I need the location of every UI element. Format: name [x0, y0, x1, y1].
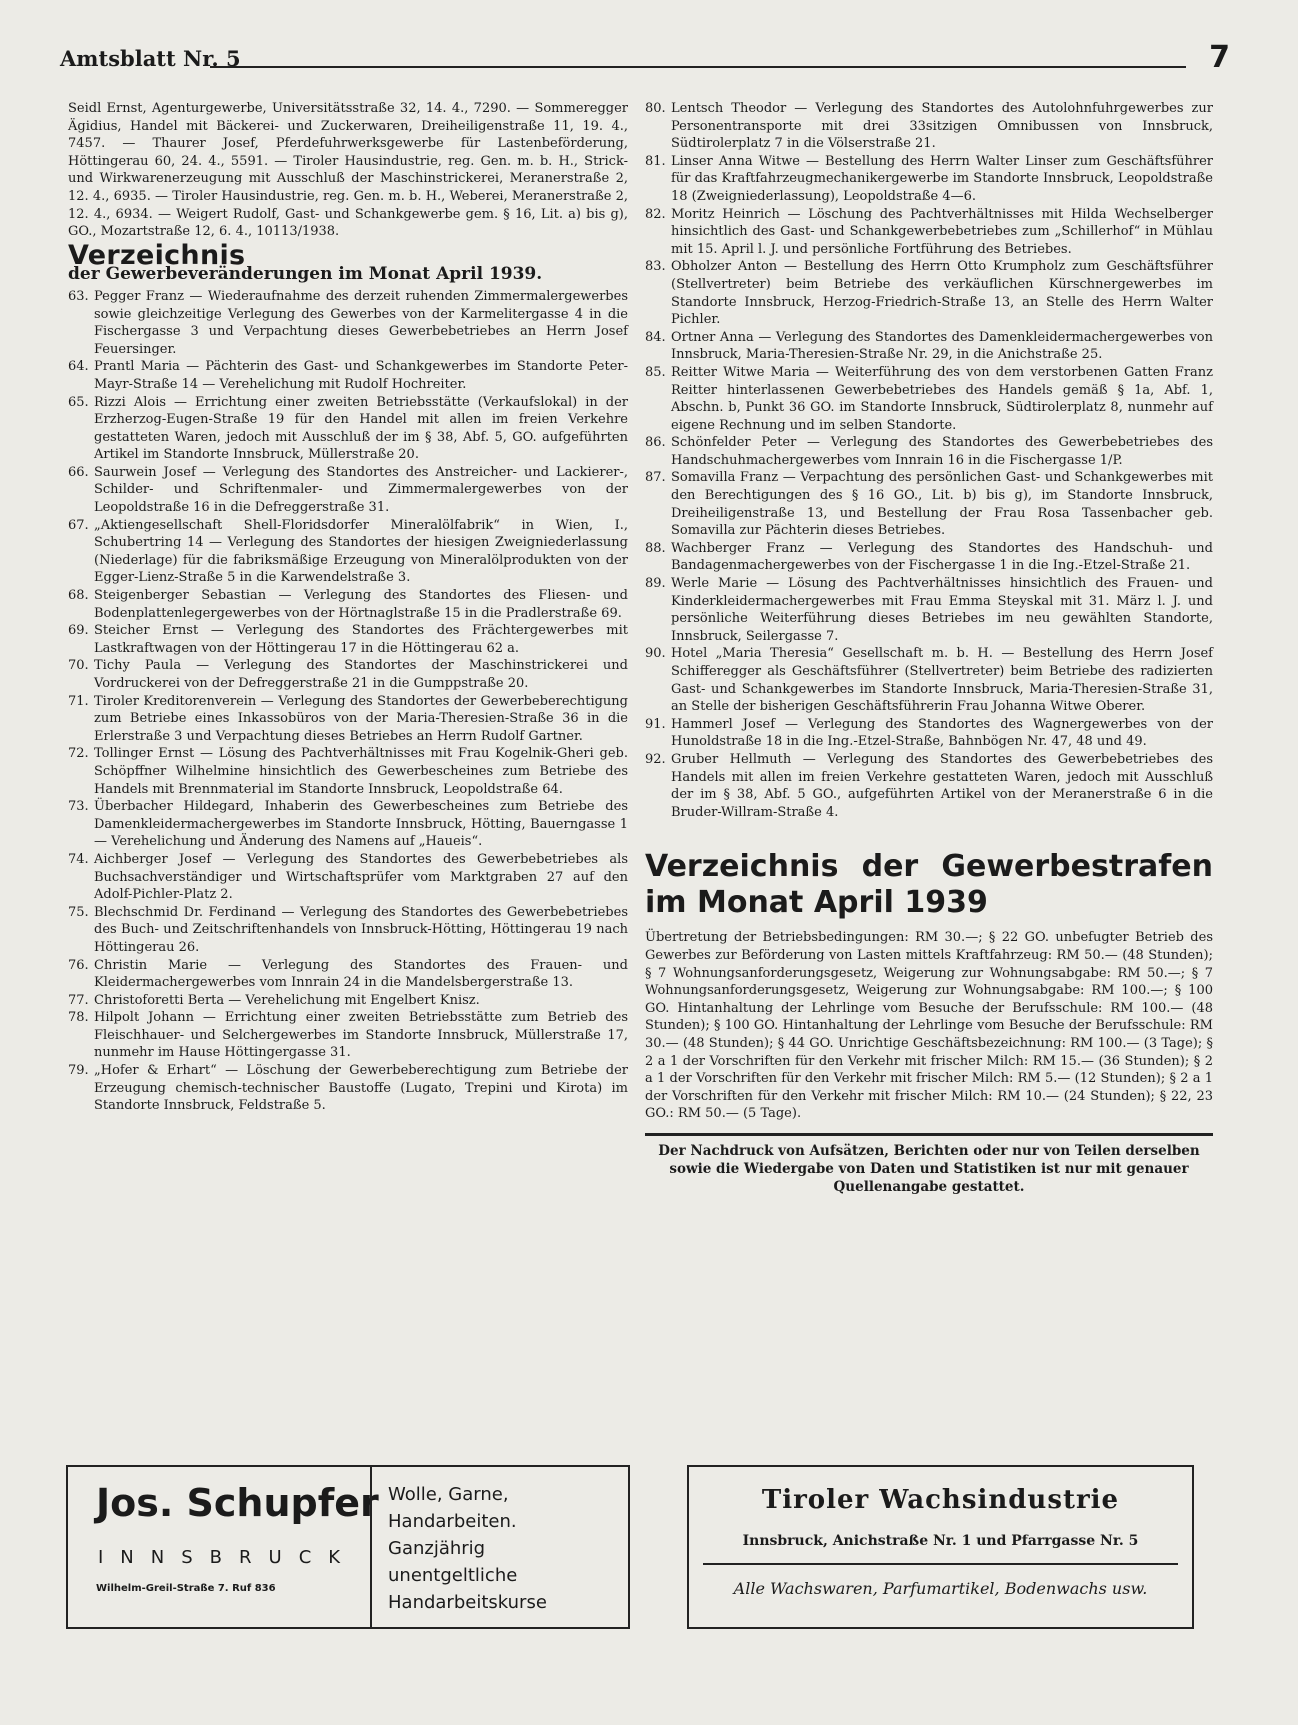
entry-text: Linser Anna Witwe — Bestellung des Herrn Walter Linser zum Geschäftsführer für das Kraftfahrzeugmechanikergewerbe im Standorte Innsbruck, Leopoldstraße 18 (Zweigniederlassung), Leopoldstraße 4—6.	[671, 153, 1213, 204]
entry-text: Tollinger Ernst — Lösung des Pachtverhältnisses mit Frau Kogelnik-Gheri geb. Schöpffner Wilhelmine hinsichtlich des Gewerbescheines zum Betriebe des Handels mit Brennmaterial im Standorte Innsbruck, Leopoldstraße 64.	[94, 746, 628, 797]
entry-number: 69.	[68, 623, 89, 639]
entry-text: Tiroler Kreditorenverein — Verlegung des Standortes der Gewerbeberechtigung zum Betriebe eines Inkassobüros von der Maria-Theresien-Straße 36 in die Erlerstraße 3 und Verpachtung dieses Betriebes an Herrn Rudolf Gartner.	[94, 693, 628, 744]
list-item	[68, 358, 628, 393]
entry-number: 82.	[645, 206, 666, 222]
entry-text: „Aktiengesellschaft Shell-Floridsdorfer Mineralölfabrik“ in Wien, I., Schubertring 14 — Verlegung des Standortes der hiesigen Zweigniederlassung (Niederlage) für die fabriksmäßige Erzeugung von Mineralölprodukten von der Egger-Lienz-Straße 5 in die Karwendelstraße 3.	[94, 517, 628, 586]
entry-number: 68.	[68, 588, 89, 604]
entry-text: Prantl Maria — Pächterin des Gast- und Schankgewerbes im Standorte Peter-Mayr-Straße 14 — Verehelichung mit Rudolf Hochreiter.	[94, 359, 628, 392]
list-item	[68, 657, 628, 692]
entry-text: Hotel „Maria Theresia“ Gesellschaft m. b. H. — Bestellung des Herrn Josef Schifferegger als Geschäftsführer (Stellvertreter) beim Betriebe des radizierten Gast- und Schankgewerbes im Standorte Innsbruck, Maria-Theresien-Straße 31, an Stelle der bisherigen Geschäftsführerin Frau Johanna Witwe Oberer.	[671, 646, 1213, 715]
entry-text: Blechschmid Dr. Ferdinand — Verlegung des Standortes des Gewerbebetriebes des Buch- und Zeitschriftenhandels von Innsbruck-Hötting, Höttingerau 19 nach Höttingerau 26.	[94, 904, 628, 955]
entry-text: Lentsch Theodor — Verlegung des Standortes des Autolohnfuhrgewerbes zur Personentransporte mit drei 33sitzigen Omnibussen von Innsbruck, Südtirolerplatz 7 in die Völserstraße 21.	[671, 101, 1213, 152]
entry-text: Wachberger Franz — Verlegung des Standortes des Handschuh- und Bandagenmachergewerbes von der Fischergasse 1 in die Ing.-Etzel-Straße 21.	[671, 540, 1213, 574]
section-title: Verzeichnis	[68, 239, 246, 271]
list-item	[645, 751, 1213, 821]
list-item	[645, 575, 1213, 645]
entry-number: 70.	[68, 658, 89, 674]
list-item	[645, 469, 1213, 539]
entry-text: Hilpolt Johann — Errichtung einer zweiten Betriebsstätte zum Betrieb des Fleischhauer- und Selchergewerbes im Standorte Innsbruck, Müllerstraße 17, nunmehr im Hause Höttingergasse 31.	[94, 1010, 628, 1061]
entry-list-right	[645, 100, 1213, 821]
entry-number: 83.	[645, 259, 666, 275]
entry-number: 63.	[68, 288, 89, 304]
list-item	[645, 364, 1213, 434]
entry-number: 65.	[68, 394, 89, 410]
entry-text: Ortner Anna — Verlegung des Standortes des Damenkleidermachergewerbes von Innsbruck, Maria-Theresien-Straße Nr. 29, in die Anichstraße 25.	[671, 329, 1213, 363]
entry-text: Saurwein Josef — Verlegung des Standortes des Anstreicher- und Lackierer-, Schilder- und Schriftenmaler- und Zimmermalergewerbes von der Leopoldstraße 16 in die Defreggerstraße 31.	[94, 464, 628, 516]
list-item	[68, 957, 628, 992]
ad-left-divider	[370, 1467, 372, 1627]
entry-number: 75.	[68, 904, 89, 920]
entry-number: 80.	[645, 101, 666, 116]
entry-number: 78.	[68, 1010, 89, 1026]
entry-number: 74.	[68, 851, 89, 867]
list-item	[68, 288, 628, 358]
entry-text: Gruber Hellmuth — Verlegung des Standortes des Gewerbebetriebes des Handels mit allen im freien Verkehre gestatteten Waren, jedoch mit Ausschluß der im § 38, Abf. 5 GO., aufgeführten Artikel von der Meranerstraße 6 in die Bruder-Willram-Straße 4.	[671, 751, 1213, 820]
entry-text: Somavilla Franz — Verpachtung des persönlichen Gast- und Schankgewerbes mit den Berechtigungen des § 16 GO., Lit. b) bis g), im Standorte Innsbruck, Dreiheiligenstraße 13, und Bestellung der Frau Rosa Tassenbacher geb. Somavilla zur Pächterin dieses Betriebes.	[671, 470, 1213, 539]
penalties-title: Verzeichnis der Gewerbestrafen im Monat April 1939	[645, 849, 1213, 921]
advertisement-schupfer	[66, 1465, 630, 1629]
penalties-text: Übertretung der Betriebsbedingungen: RM 30.—; § 22 GO. unbefugter Betrieb des Gewerbes zur Beförderung von Lasten mittels Kraftfahrzeug: RM 50.— (48 Stunden); § 7 Wohnungsanforderungsgesetz, Weigerung zur Wohnungsabgabe: RM 50.—; § 7 Wohnungsanforderungsgesetz, Weigerung zur Wohnungsabgabe: RM 100.—; § 100 GO. Hintanhaltung der Lehrlinge vom Besuche der Berufsschule: RM 100.— (48 Stunden); § 100 GO. Hintanhaltung der Lehrlinge vom Besuche der Berufsschule: RM 30.— (48 Stunden); § 44 GO. Unrichtige Geschäftsbezeichnung: RM 100.— (3 Tage); § 2 a 1 der Vorschriften für den Verkehr mit frischer Milch: RM 15.— (36 Stunden); § 2 a 1 der Vorschriften für den Verkehr mit frischer Milch: RM 5.— (12 Stunden); § 2 a 1 der Vorschriften für den Verkehr mit frischer Milch: RM 10.— (24 Stunden); § 22, 23 GO.: RM 50.— (5 Tage).	[645, 930, 1213, 1122]
list-item	[68, 992, 628, 1010]
advertisement-wachsindustrie	[687, 1465, 1194, 1629]
ad-right-address: Innsbruck, Anichstraße Nr. 1 und Pfarrgasse Nr. 5	[742, 1533, 1139, 1549]
entry-number: 92.	[645, 751, 666, 767]
intro-paragraph: Seidl Ernst, Agenturgewerbe, Universitätsstraße 32, 14. 4., 7290. — Sommeregger Ägidius, Handel mit Bäckerei- und Zuckerwaren, Dreiheiligenstraße 11, 19. 4., 7457. — Thaurer Josef, Pferdefuhrwerksgewerbe für Lastenbeförderung, Höttingerau 60, 24. 4., 5591. — Tiroler Hausindustrie, reg. Gen. m. b. H., Strick- und Wirkwarenerzeugung mit Ausschluß der Maschinstrickerei, Meranerstraße 2, 12. 4., 6935. — Tiroler Hausindustrie, reg. Gen. m. b. H., Weberei, Meranerstraße 2, 12. 4., 6934. — Weigert Rudolf, Gast- und Schankgewerbe gem. § 16, Lit. a) bis g), GO., Mozartstraße 12, 6. 4., 10113/1938.	[68, 101, 628, 240]
entry-number: 67.	[68, 517, 89, 533]
reprint-notice: Der Nachdruck von Aufsätzen, Berichten oder nur von Teilen derselben sowie die Wiedergabe von Daten und Statistiken ist nur mit genauer Quellenangabe gestattet.	[658, 1142, 1200, 1195]
entry-number: 73.	[68, 799, 89, 815]
entry-text: Aichberger Josef — Verlegung des Standortes des Gewerbebetriebes als Buchsachverständiger und Wirtschaftsprüfer vom Marktgraben 27 auf den Adolf-Pichler-Platz 2.	[94, 851, 628, 903]
ad-left-offer: Wolle, Garne, Handarbeiten. Ganzjährig unentgeltliche Handarbeitskurse	[388, 1484, 547, 1613]
entry-text: Christin Marie — Verlegung des Standortes des Frauen- und Kleidermachergewerbes vom Innrain 24 in die Mandelsbergerstraße 13.	[94, 957, 628, 991]
entry-number: 81.	[645, 153, 666, 169]
entry-number: 86.	[645, 435, 666, 451]
ad-right-tagline: Alle Wachswaren, Parfumartikel, Bodenwachs usw.	[733, 1579, 1148, 1598]
entry-number: 66.	[68, 464, 89, 480]
ad-left-address: Wilhelm-Greil-Straße 7. Ruf 836	[96, 1583, 276, 1594]
entry-number: 89.	[645, 576, 666, 592]
ad-right-name: Tiroler Wachsindustrie	[761, 1485, 1120, 1515]
entry-text: Steigenberger Sebastian — Verlegung des Standortes des Fliesen- und Bodenplattenlegergewerbes von der Hörtnaglstraße 15 in die Pradlerstraße 69.	[94, 588, 628, 621]
entry-text: Christoforetti Berta — Verehelichung mit Engelbert Knisz.	[94, 992, 480, 1008]
list-item	[645, 206, 1213, 259]
entry-text: Rizzi Alois — Errichtung einer zweiten Betriebsstätte (Verkaufslokal) in der Erzherzog-Eugen-Straße 19 für den Handel mit allen im freien Verkehre gestatteten Waren, jedoch mit Ausschluß der im § 38, Abf. 5, GO. aufgeführten Artikel im Standorte Innsbruck, Müllerstraße 20.	[94, 394, 628, 463]
list-item	[68, 394, 628, 464]
list-item	[68, 622, 628, 657]
header-rule	[210, 66, 1186, 68]
entry-number: 71.	[68, 693, 89, 709]
ad-left-name: Jos. Schupfer	[96, 1481, 379, 1525]
entry-text: Pegger Franz — Wiederaufnahme des derzeit ruhenden Zimmermalergewerbes sowie gleichzeitige Verlegung des Gewerbes von der Karmelitergasse 4 in die Fischergasse 3 und Verpachtung dieses Gewerbebetriebes an Herrn Josef Feuersinger.	[94, 288, 628, 357]
list-item	[68, 464, 628, 517]
entry-number: 87.	[645, 470, 666, 486]
entry-number: 64.	[68, 359, 89, 375]
list-item	[68, 1062, 628, 1115]
section-subtitle: der Gewerbeveränderungen im Monat April 1939.	[68, 264, 543, 285]
list-item	[645, 540, 1213, 575]
list-item	[645, 434, 1213, 469]
entry-number: 76.	[68, 957, 89, 973]
ad-right-divider	[703, 1563, 1178, 1565]
left-column	[68, 100, 628, 1115]
entry-text: Werle Marie — Lösung des Pachtverhältnisses hinsichtlich des Frauen- und Kinderkleidermachergewerbes mit Frau Emma Steyskal mit 31. März l. J. und persönliche Weiterführung dieses Betriebes im neu gewählten Standorte, Innsbruck, Seilergasse 7.	[671, 576, 1213, 644]
list-item	[68, 587, 628, 622]
entry-number: 77.	[68, 992, 89, 1008]
page-header	[60, 40, 1230, 75]
entry-number: 72.	[68, 746, 89, 762]
list-item	[645, 645, 1213, 715]
list-item	[68, 851, 628, 904]
entry-number: 91.	[645, 716, 666, 732]
entry-text: Überbacher Hildegard, Inhaberin des Gewerbescheines zum Betriebe des Damenkleidermachergewerbes im Standorte Innsbruck, Hötting, Bauerngasse 1 — Verehelichung und Änderung des Namens auf „Haueis“.	[94, 799, 628, 850]
entry-text: Obholzer Anton — Bestellung des Herrn Otto Krumpholz zum Geschäftsführer (Stellvertreter) beim Betriebe des verkäuflichen Kürschnergewerbes im Standorte Innsbruck, Herzog-Friedrich-Straße 13, an Stelle des Herrn Walter Pichler.	[671, 259, 1213, 328]
list-item	[68, 745, 628, 798]
list-item	[68, 517, 628, 587]
list-item	[645, 153, 1213, 206]
entry-number: 84.	[645, 329, 666, 345]
entry-number: 79.	[68, 1063, 89, 1079]
list-item	[68, 1009, 628, 1062]
list-item	[645, 329, 1213, 364]
entry-number: 88.	[645, 540, 666, 556]
entry-text: „Hofer & Erhart“ — Löschung der Gewerbeberechtigung zum Betriebe der Erzeugung chemisch-technischer Baustoffe (Lugato, Trepini und Kirota) im Standorte Innsbruck, Feldstraße 5.	[94, 1063, 628, 1114]
entry-number: 85.	[645, 364, 666, 380]
right-column	[645, 100, 1213, 1196]
entry-text: Schönfelder Peter — Verlegung des Standortes des Gewerbebetriebes des Handschuhmachergewerbes vom Innrain 16 in die Fischergasse 1/P.	[671, 435, 1213, 468]
notice-rule	[645, 1133, 1213, 1136]
entry-text: Reitter Witwe Maria — Weiterführung des von dem verstorbenen Gatten Franz Reitter hinterlassenen Gewerbebetriebes des Handels gemäß § 1a, Abf. 1, Abschn. b, Punkt 36 GO. im Standorte Innsbruck, Südtirolerplatz 8, nunmehr auf eigene Rechnung und im selben Standorte.	[671, 364, 1213, 433]
entry-text: Hammerl Josef — Verlegung des Standortes des Wagnergewerbes von der Hunoldstraße 18 in die Ing.-Etzel-Straße, Bahnbögen Nr. 47, 48 und 49.	[671, 716, 1213, 750]
entry-text: Steicher Ernst — Verlegung des Standortes des Frächtergewerbes mit Lastkraftwagen von der Höttingerau 17 in die Höttingerau 62 a.	[94, 623, 628, 656]
list-item	[68, 904, 628, 957]
entry-list-left	[68, 288, 628, 1115]
list-item	[68, 798, 628, 851]
publication-title: Amtsblatt Nr. 5	[60, 46, 241, 71]
ad-left-city: INNSBRUCK	[98, 1547, 358, 1568]
list-item	[645, 716, 1213, 751]
entry-text: Moritz Heinrich — Löschung des Pachtverhältnisses mit Hilda Wechselberger hinsichtlich des Gast- und Schankgewerbebetriebes zum „Schillerhof“ in Mühlau mit 15. April l. J. und persönliche Fortführung des Betriebes.	[671, 206, 1213, 257]
entry-text: Tichy Paula — Verlegung des Standortes der Maschinstrickerei und Vordruckerei von der Defreggerstraße 21 in die Gumppstraße 20.	[94, 658, 628, 691]
page-number: 7	[1209, 40, 1230, 75]
list-item	[645, 100, 1213, 153]
entry-number: 90.	[645, 646, 666, 662]
list-item	[68, 693, 628, 746]
list-item	[645, 258, 1213, 328]
